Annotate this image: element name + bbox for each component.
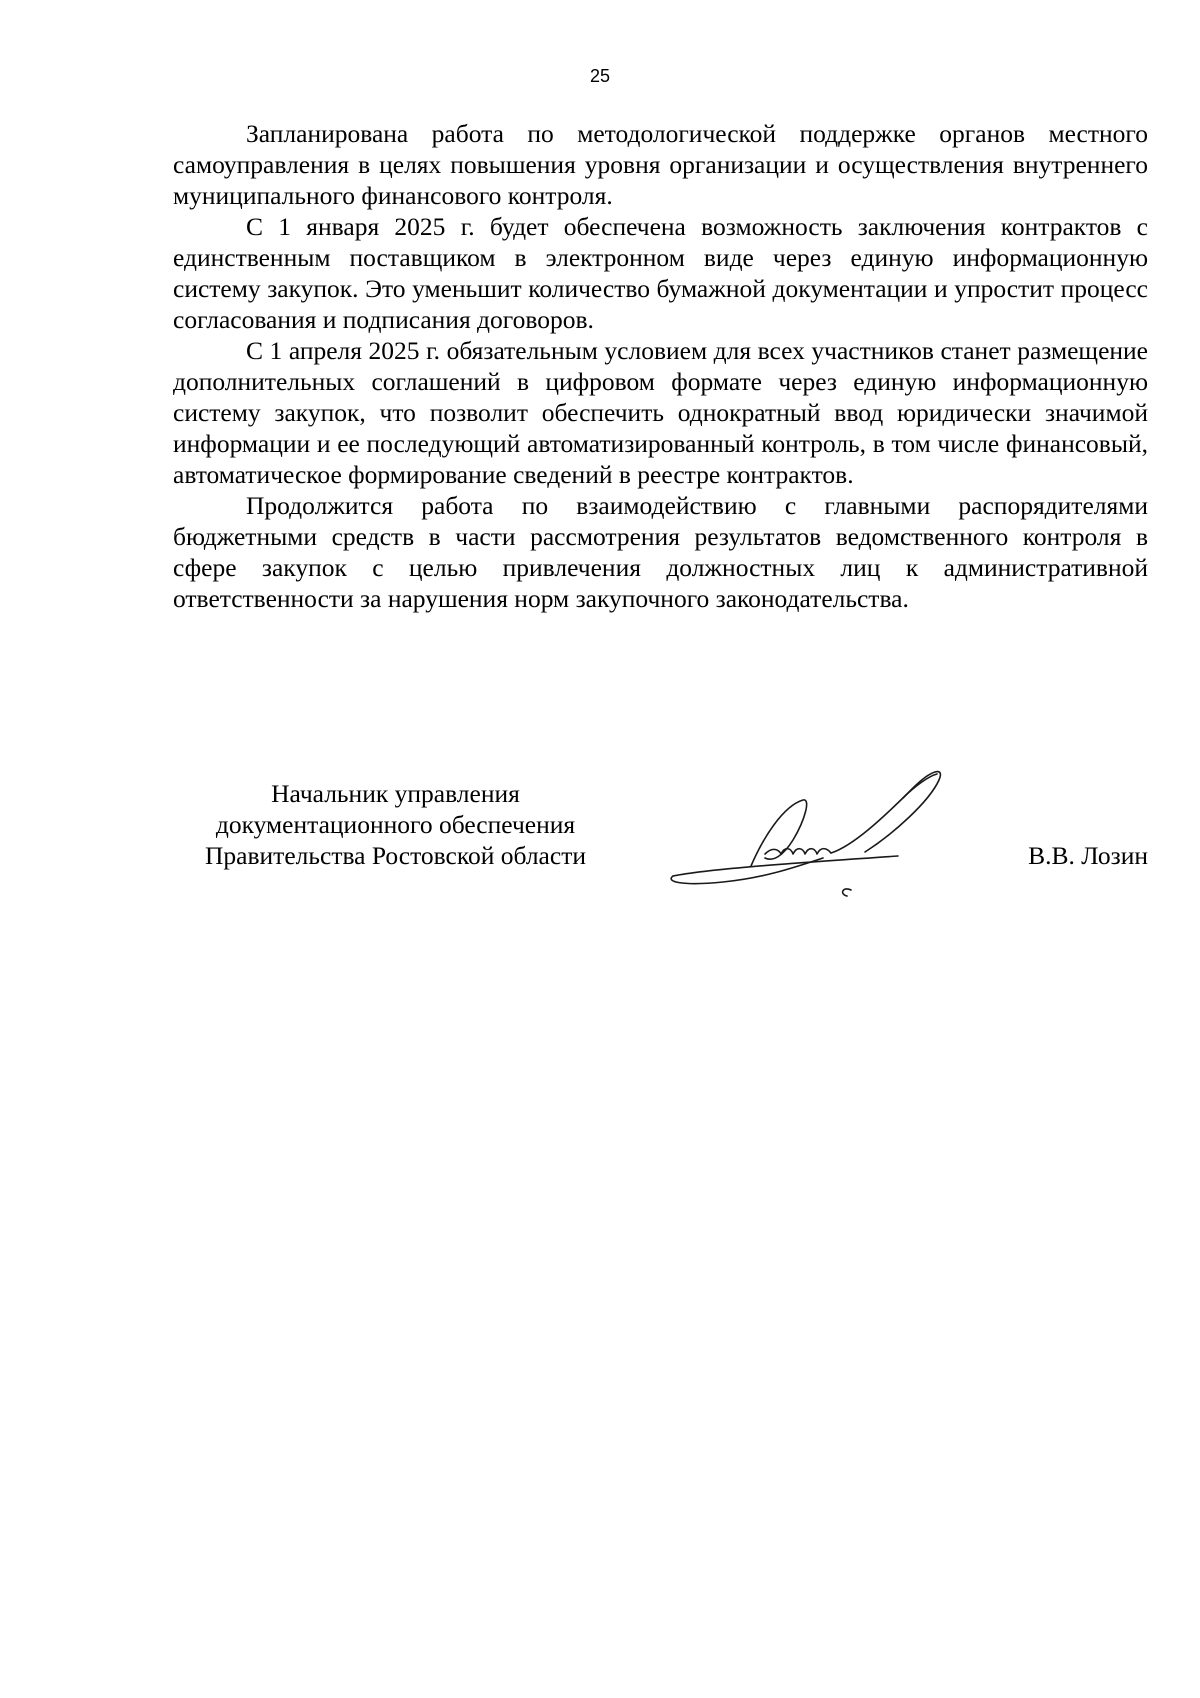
document-body <box>173 118 1148 614</box>
signatory-position-line: документационного обеспечения <box>215 810 576 839</box>
paragraph-single-supplier-contracts: С 1 января 2025 г. будет обеспечена возможность заключения контрактов с единственным поставщиком в электронном виде через единую информационную систему закупок. Это уменьшит количество бумажной документации и упростит процесс согласования и подписания договоров. <box>173 212 1148 334</box>
handwritten-signature <box>653 758 993 908</box>
paragraph-additional-agreements: С 1 апреля 2025 г. обязательным условием для всех участников станет размещение дополнительных соглашений в цифровом формате через единую информационную систему закупок, что позволит обеспечить однократный ввод юридически значимой информации и ее последующий автоматизированный контроль, в том числе финансовый, автоматическое формирование сведений в реестре контрактов. <box>173 336 1148 489</box>
signatory-position-line: Начальник управления <box>271 779 520 808</box>
paragraph-methodological-support: Запланирована работа по методологической поддержке органов местного самоуправления в целях повышения уровня организации и осуществления внутреннего муниципального финансового контроля. <box>173 119 1148 210</box>
signatory-name: В.В. Лозин <box>1028 841 1148 870</box>
signatory-position <box>173 778 618 871</box>
paragraph-departmental-control: Продолжится работа по взаимодействию с главными распорядителями бюджетными средств в части рассмотрения результатов ведомственного контроля в сфере закупок с целью привлечения должностных лиц к административной ответственности за нарушения норм закупочного законодательства. <box>173 491 1148 613</box>
page-number: 25 <box>589 66 611 86</box>
signatory-position-line: Правительства Ростовской области <box>205 841 586 870</box>
signature-block <box>173 768 1148 928</box>
